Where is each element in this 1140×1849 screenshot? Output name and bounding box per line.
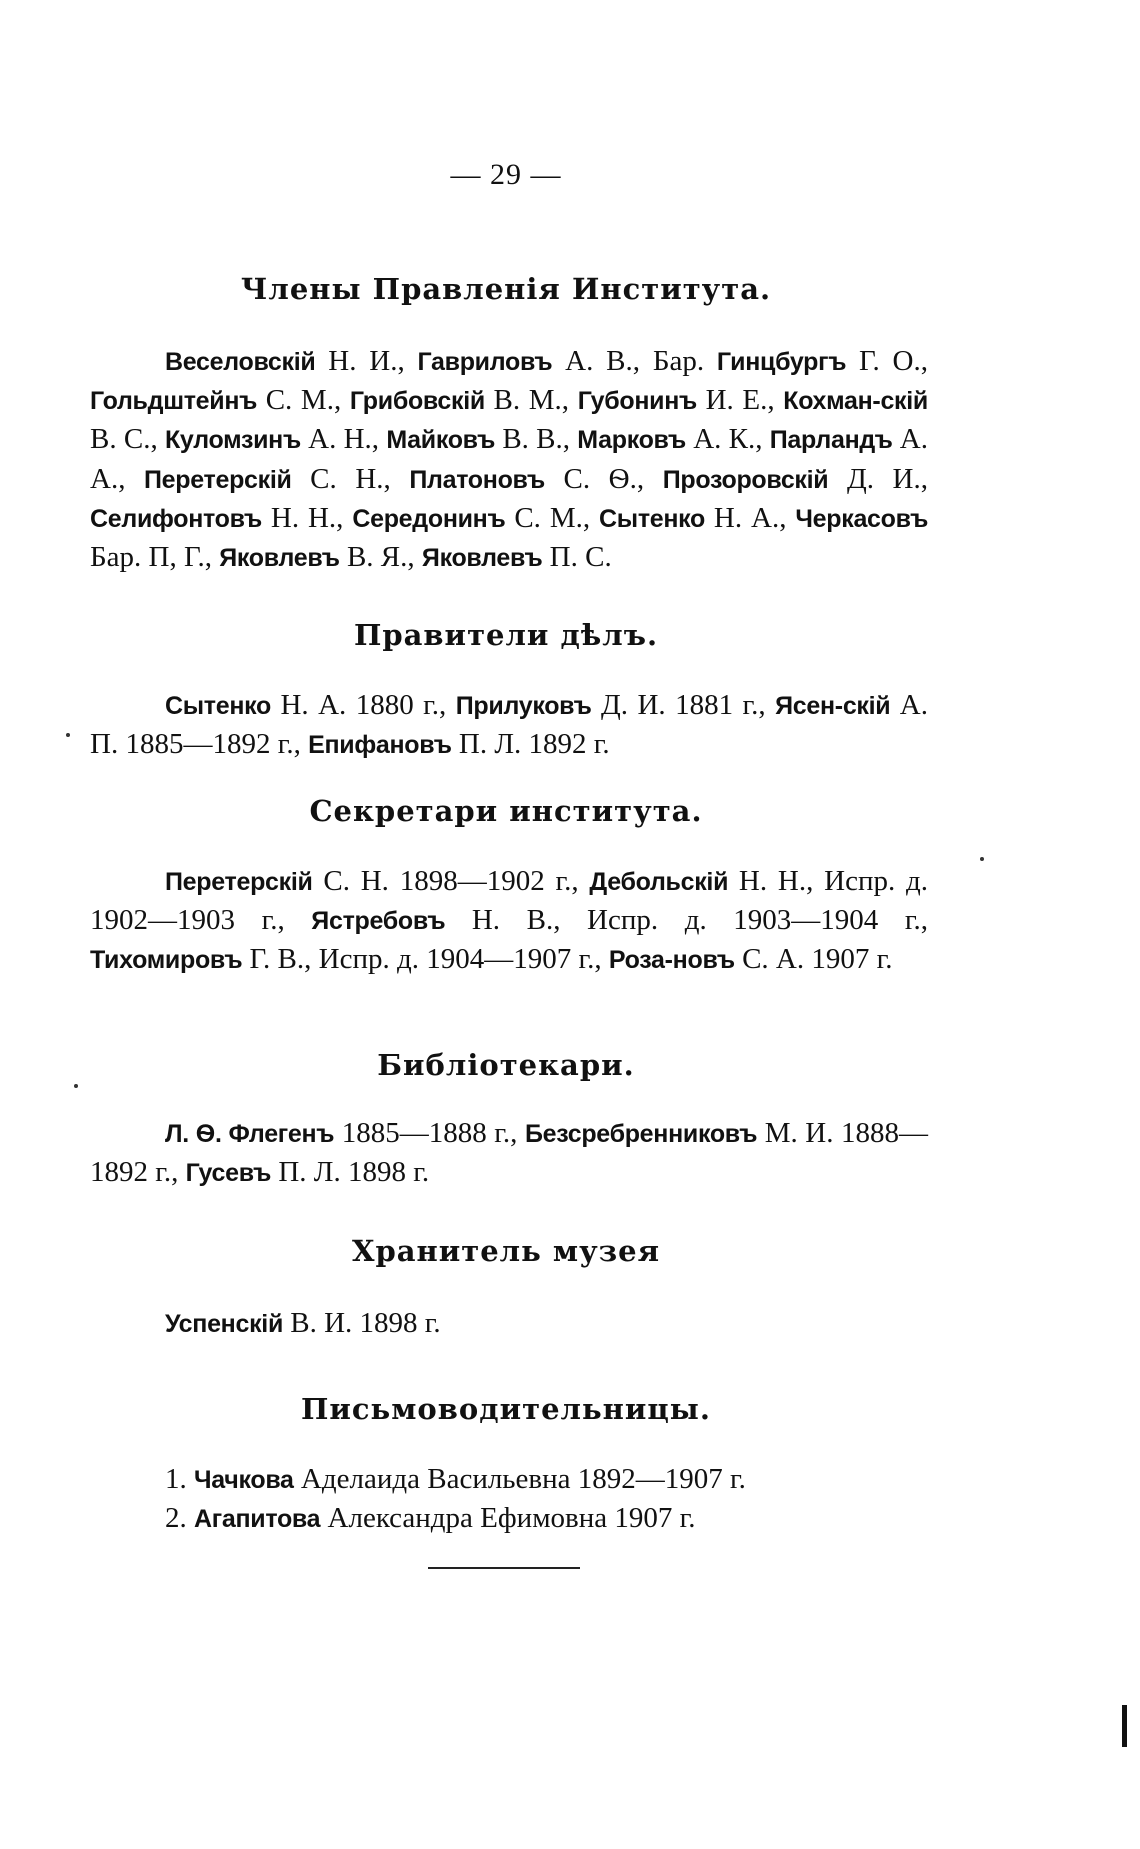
person-name: Прозоровскій [662, 465, 829, 494]
person-name: Майковъ [386, 426, 496, 455]
entry-details: С. Ѳ., [544, 462, 663, 495]
person-name: Прилуковъ [455, 692, 592, 720]
section-clerks-list [90, 1460, 928, 1538]
entry-details: Н. А., [705, 501, 796, 534]
entry-details: Н. А. 1880 г., [271, 689, 456, 721]
person-name: Кохман-скій [783, 387, 928, 416]
entry-details: С. А. 1907 г. [734, 943, 893, 976]
section-heading-museum: Хранитель музея [351, 1234, 661, 1268]
section-heading-secretaries: Секретари института. [309, 794, 703, 828]
entry-details: В. М., [484, 384, 578, 417]
list-item-number: 1. [165, 1463, 187, 1495]
entry-details: 1885—1888 г., [334, 1117, 525, 1149]
section-managers-text [90, 686, 928, 764]
person-name: Сытенко [165, 692, 272, 720]
person-name: Ясен-скій [775, 692, 891, 720]
entry-details: С. Н. 1898—1902 г., [312, 865, 590, 897]
entry-details: Г. В., Испр. д. 1904—1907 г., [242, 943, 609, 976]
entry-details: С. М., [505, 501, 600, 534]
print-mark [1122, 1705, 1127, 1747]
section-heading-clerks: Письмоводительницы. [301, 1392, 711, 1426]
print-speck [980, 857, 984, 861]
person-name: Дебольскій [589, 868, 729, 896]
section-board-text [90, 342, 928, 577]
entry-details: Н. И., [315, 345, 418, 377]
entry-details: А. П. 1885—1892 г., [90, 689, 928, 761]
print-speck [74, 1084, 78, 1088]
page-number: — 29 — [450, 158, 562, 191]
entry-details: С. М., [257, 384, 350, 417]
entry-details: В. И. 1898 г. [283, 1307, 441, 1339]
person-name: Веселовскій [165, 348, 316, 376]
person-name: Гавриловъ [417, 348, 553, 376]
person-name: Сытенко [599, 504, 706, 533]
entry-details: В. С., [90, 423, 165, 456]
entry-details: П. С. [542, 541, 612, 574]
person-name: Селифонтовъ [90, 504, 262, 533]
list-item-name: Чачкова [194, 1466, 294, 1494]
list-item [90, 1460, 928, 1499]
entry-details: Н. Н., [261, 501, 353, 534]
entry-details: Г. О., [846, 345, 929, 377]
entry-details: Н. Н., Испр. д. 1902—1903 г., [90, 865, 928, 937]
entry-details: А. К., [685, 423, 770, 456]
person-name: Роза-новъ [608, 946, 735, 975]
section-board-heading-wrap [0, 272, 1140, 306]
entry-details: Бар. П, Г., [90, 541, 220, 574]
list-item-name: Агапитова [194, 1505, 321, 1534]
section-clerks-heading-wrap [0, 1392, 1140, 1426]
person-name: Гинцбургъ [716, 348, 847, 376]
entry-details: И. Е., [696, 384, 784, 417]
person-name: Середонинъ [352, 504, 506, 533]
person-name: Куломзинъ [164, 426, 301, 455]
person-name: Гольдштейнъ [90, 387, 258, 416]
end-rule [428, 1567, 580, 1569]
entry-details: А. Н., [300, 423, 387, 456]
entry-details: В. Я., [339, 541, 422, 574]
person-name: Л. Ѳ. Флегенъ [165, 1120, 335, 1148]
person-name: Черкасовъ [795, 504, 928, 533]
person-name: Тихомировъ [90, 946, 243, 975]
entry-details: П. Л. 1892 г. [451, 728, 610, 761]
person-name: Грибовскій [349, 387, 485, 416]
section-managers-heading-wrap [0, 618, 1140, 652]
person-name: Яковлевъ [421, 544, 543, 573]
person-name: Успенскій [165, 1310, 284, 1338]
person-name: Ястребовъ [311, 907, 446, 936]
entry-details: Д. И., [828, 462, 928, 495]
person-name: Перетерскій [165, 868, 313, 896]
print-speck [66, 733, 70, 737]
section-heading-board: Члены Правленія Института. [240, 272, 772, 306]
entry-details: М. И. 1888—1892 г., [90, 1117, 928, 1189]
entry-details: П. Л. 1898 г. [271, 1156, 430, 1189]
list-item-number: 2. [165, 1502, 187, 1535]
person-name: Яковлевъ [219, 544, 340, 573]
entry-details: Н. В., Испр. д. 1903—1904 г., [445, 904, 929, 937]
list-item-details: Александра Ефимовна 1907 г. [320, 1502, 696, 1535]
person-name: Безсребренниковъ [524, 1120, 758, 1148]
section-heading-librarians: Библіотекари. [377, 1048, 635, 1082]
entry-details: Д. И. 1881 г., [591, 689, 776, 721]
entry-details: В. В., [495, 423, 578, 456]
entry-details: С. Н., [291, 462, 410, 495]
entry-details: А. А., [90, 423, 929, 495]
person-name: Парландъ [769, 426, 893, 455]
person-name: Перетерскій [144, 465, 292, 494]
section-secretaries-text [90, 862, 928, 980]
section-librarians-text [90, 1114, 928, 1192]
section-heading-managers: Правители дѣлъ. [353, 618, 659, 652]
person-name: Марковъ [577, 426, 686, 455]
person-name: Губонинъ [577, 387, 697, 416]
person-name: Платоновъ [409, 465, 545, 494]
list-item [90, 1499, 928, 1538]
section-librarians-heading-wrap [0, 1048, 1140, 1082]
person-name: Епифановъ [308, 731, 452, 760]
list-item-details: Аделаида Васильевна 1892—1907 г. [293, 1463, 746, 1495]
entry-details: А. В., Бар. [552, 345, 717, 377]
section-museum-text [90, 1304, 928, 1343]
section-secretaries-heading-wrap [0, 794, 1140, 828]
section-museum-heading-wrap [0, 1234, 1140, 1268]
person-name: Гусевъ [185, 1159, 272, 1188]
